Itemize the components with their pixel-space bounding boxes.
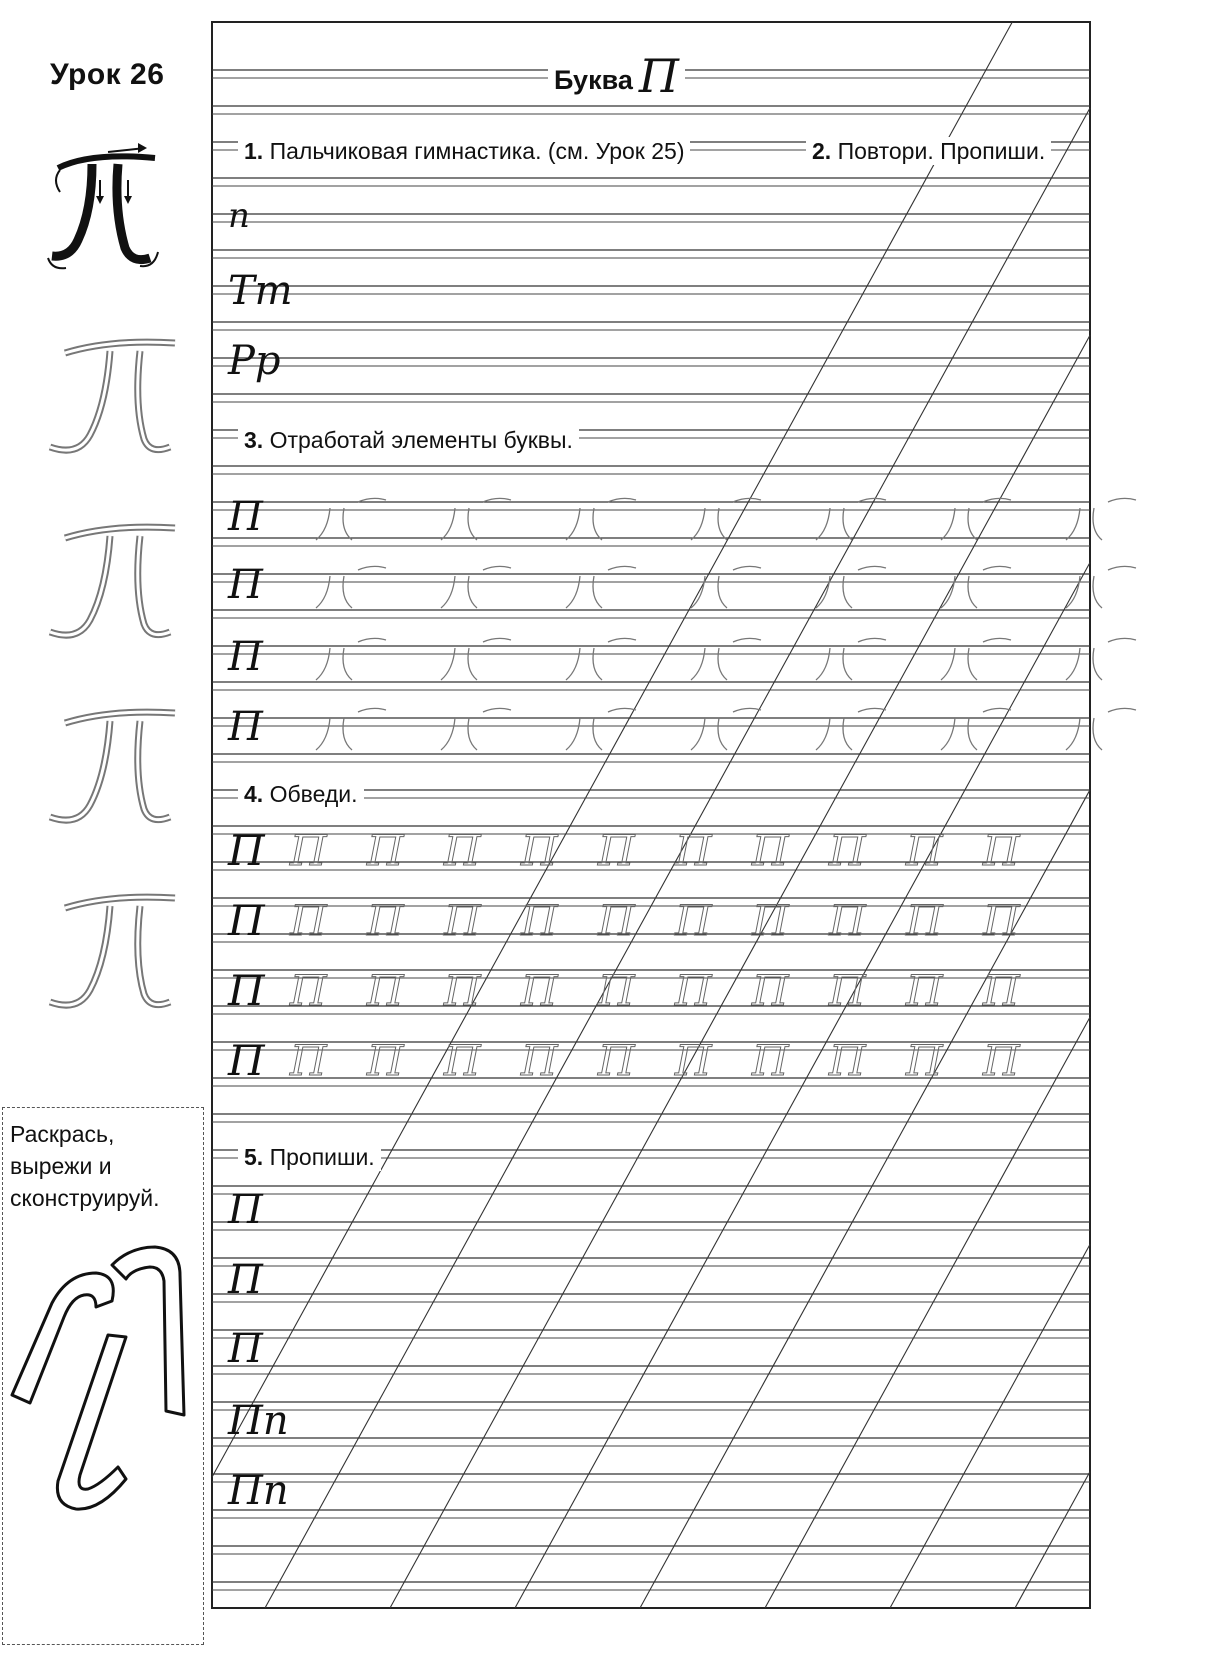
letter-model-outline xyxy=(40,705,180,835)
repeat-sample: п xyxy=(228,196,250,236)
letter-element-stroke xyxy=(685,700,765,760)
letter-model-outline xyxy=(40,890,180,1020)
trace-letter-outline: П xyxy=(906,1036,943,1085)
element-row-letter: П xyxy=(228,634,263,680)
letter-cut-out-pieces xyxy=(0,1235,200,1555)
task-3-number: 3. xyxy=(244,427,264,453)
write-sample: Пп xyxy=(228,1398,289,1444)
trace-letter-outline: П xyxy=(290,896,327,945)
trace-letter-outline: П xyxy=(906,896,943,945)
letter-element-stroke xyxy=(310,490,390,550)
write-sample: П xyxy=(228,1187,263,1233)
trace-letter-outline: П xyxy=(598,826,635,875)
letter-model-outline xyxy=(40,520,180,650)
letter-title-letter: П xyxy=(638,49,679,103)
task-2 xyxy=(806,137,1051,165)
cut-out-line: вырежи и xyxy=(10,1153,112,1179)
trace-letter-outline: П xyxy=(290,966,327,1015)
trace-letter-outline: П xyxy=(521,896,558,945)
letter-element-stroke xyxy=(1060,558,1140,618)
letter-element-stroke xyxy=(310,630,390,690)
trace-letter-outline: П xyxy=(444,1036,481,1085)
repeat-sample: Рр xyxy=(228,338,281,384)
cut-piece-hook xyxy=(57,1335,126,1509)
letter-element-stroke xyxy=(1060,630,1140,690)
element-row-letter: П xyxy=(228,494,263,540)
trace-letter-outline: П xyxy=(228,826,265,875)
letter-element-stroke xyxy=(560,630,640,690)
letter-element-stroke xyxy=(1060,700,1140,760)
task-1-number: 1. xyxy=(244,138,264,164)
trace-letter-outline: П xyxy=(290,1036,327,1085)
task-3 xyxy=(238,426,579,454)
task-3-text: Отработай элементы буквы. xyxy=(269,427,573,453)
trace-letter-outline: П xyxy=(752,826,789,875)
element-row-letter: П xyxy=(228,704,263,750)
trace-letter-outline: П xyxy=(906,826,943,875)
trace-letter-outline: П xyxy=(906,966,943,1015)
trace-letter-outline: П xyxy=(829,826,866,875)
trace-letter-outline: П xyxy=(752,896,789,945)
trace-letter-outline: П xyxy=(367,1036,404,1085)
trace-letter-outline: П xyxy=(983,896,1020,945)
task-4 xyxy=(238,780,364,808)
repeat-sample: Тт xyxy=(228,268,293,314)
trace-letter-outline: П xyxy=(675,1036,712,1085)
trace-letter-outline: П xyxy=(228,1036,265,1085)
task-4-number: 4. xyxy=(244,781,264,807)
letter-element-stroke xyxy=(1060,490,1140,550)
letter-element-stroke xyxy=(935,700,1015,760)
letter-element-stroke xyxy=(310,700,390,760)
letter-element-stroke xyxy=(560,700,640,760)
task-5 xyxy=(238,1143,381,1171)
task-2-number: 2. xyxy=(812,138,832,164)
letter-model-outline xyxy=(40,335,180,465)
letter-element-stroke xyxy=(810,490,890,550)
letter-title-label: Буква xyxy=(554,65,633,95)
letter-element-stroke xyxy=(810,558,890,618)
letter-element-stroke xyxy=(935,490,1015,550)
task-1 xyxy=(238,137,690,165)
trace-letter-outline: П xyxy=(228,966,265,1015)
letter-element-stroke xyxy=(310,558,390,618)
trace-letter-outline: П xyxy=(444,826,481,875)
cut-piece-right xyxy=(112,1247,184,1415)
trace-letter-outline: П xyxy=(228,896,265,945)
write-sample: Пп xyxy=(228,1468,289,1514)
trace-letter-outline: П xyxy=(367,966,404,1015)
trace-letter-outline: П xyxy=(521,826,558,875)
write-sample: П xyxy=(228,1257,263,1303)
letter-element-stroke xyxy=(685,558,765,618)
trace-letter-outline: П xyxy=(598,896,635,945)
letter-element-stroke xyxy=(560,558,640,618)
task-5-text: Пропиши. xyxy=(269,1144,375,1170)
task-2-text: Повтори. Пропиши. xyxy=(837,138,1046,164)
letter-element-stroke xyxy=(685,630,765,690)
trace-letter-outline: П xyxy=(675,966,712,1015)
trace-letter-outline: П xyxy=(675,896,712,945)
letter-element-stroke xyxy=(435,700,515,760)
cut-out-line: Раскрась, xyxy=(10,1121,115,1147)
cut-out-line: сконструируй. xyxy=(10,1185,160,1211)
task-4-text: Обведи. xyxy=(269,781,358,807)
write-sample: П xyxy=(228,1326,263,1372)
letter-element-stroke xyxy=(685,490,765,550)
letter-element-stroke xyxy=(935,630,1015,690)
page-title xyxy=(548,49,685,103)
trace-letter-outline: П xyxy=(521,966,558,1015)
trace-letter-outline: П xyxy=(829,896,866,945)
trace-letter-outline: П xyxy=(829,1036,866,1085)
trace-letter-outline: П xyxy=(983,1036,1020,1085)
task-1-text: Пальчиковая гимнастика. (см. Урок 25) xyxy=(269,138,685,164)
trace-letter-outline: П xyxy=(752,966,789,1015)
trace-letter-outline: П xyxy=(444,896,481,945)
trace-letter-outline: П xyxy=(367,826,404,875)
trace-letter-outline: П xyxy=(598,1036,635,1085)
letter-element-stroke xyxy=(560,490,640,550)
cut-out-instructions xyxy=(10,1118,160,1214)
trace-letter-outline: П xyxy=(752,1036,789,1085)
lesson-number: Урок 26 xyxy=(50,58,165,91)
letter-element-stroke xyxy=(810,700,890,760)
trace-letter-outline: П xyxy=(290,826,327,875)
letter-stroke-order-icon xyxy=(30,140,170,280)
trace-letter-outline: П xyxy=(983,826,1020,875)
trace-letter-outline: П xyxy=(367,896,404,945)
trace-letter-outline: П xyxy=(675,826,712,875)
letter-element-stroke xyxy=(435,558,515,618)
trace-letter-outline: П xyxy=(521,1036,558,1085)
trace-letter-outline: П xyxy=(829,966,866,1015)
trace-letter-outline: П xyxy=(598,966,635,1015)
letter-element-stroke xyxy=(935,558,1015,618)
letter-element-stroke xyxy=(435,490,515,550)
task-5-number: 5. xyxy=(244,1144,264,1170)
element-row-letter: П xyxy=(228,562,263,608)
letter-element-stroke xyxy=(435,630,515,690)
trace-letter-outline: П xyxy=(983,966,1020,1015)
trace-letter-outline: П xyxy=(444,966,481,1015)
letter-element-stroke xyxy=(810,630,890,690)
